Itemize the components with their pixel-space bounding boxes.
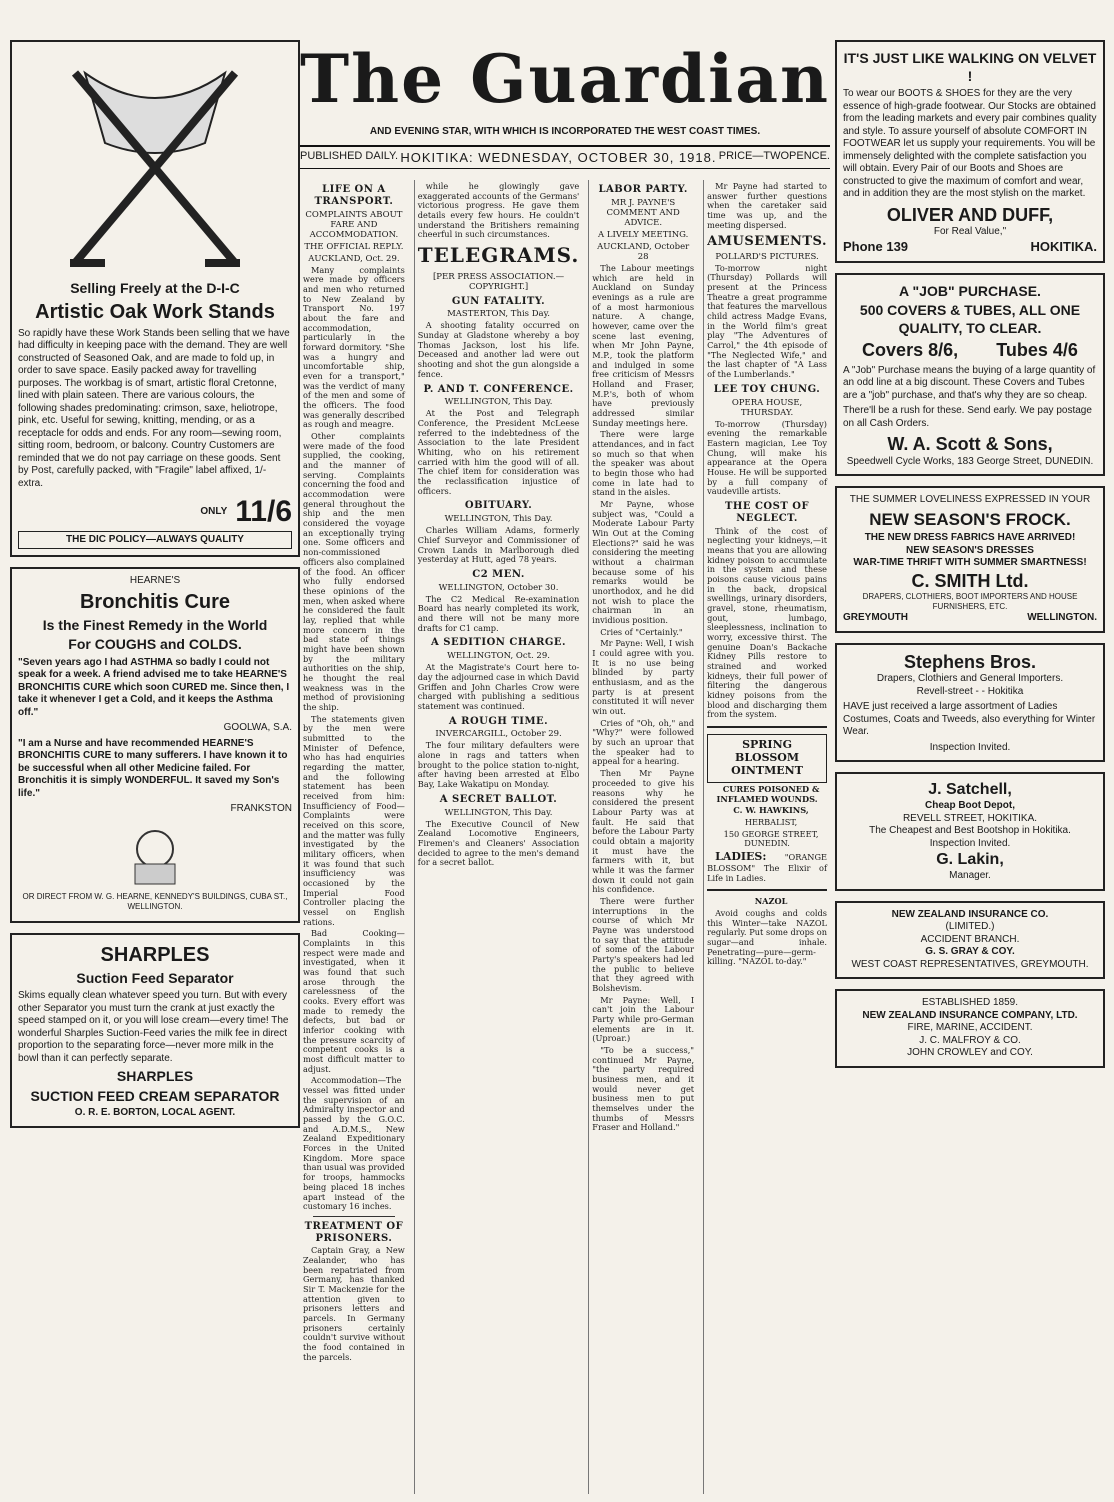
velvet-ad: [835, 40, 1105, 263]
transport-sub2: THE OFFICIAL REPLY.: [304, 241, 404, 252]
stephens-desc: Drapers, Clothiers and General Importers.: [876, 673, 1064, 684]
transport-sub: COMPLAINTS ABOUT FARE AND ACCOMMODATION.: [305, 209, 403, 240]
rough-place: INVERCARGILL, October 29.: [435, 729, 562, 740]
nzic-agent2: JOHN CROWLEY and COY.: [907, 1047, 1033, 1058]
nzic-name: NEW ZEALAND INSURANCE COMPANY, LTD.: [862, 1009, 1078, 1021]
bronchitis-maker: HEARNE'S: [129, 575, 181, 586]
work-stand-drawing: [45, 53, 265, 273]
dateline: [300, 145, 830, 169]
nz-insurance-ad: [835, 901, 1105, 980]
sharples-body: Skims equally clean whatever speed you turn. But with every other Separator you must turn the crank at just exactly the speed stamped on it, or you will lose cream—every time! The wonderful Sharples Suction-Feed varies the milk fee in direct proportion to the separating force—never more milk in the bowl than it can perfectly separate.: [18, 990, 289, 1064]
satchell-addr: REVELL STREET, HOKITIKA.: [902, 812, 1038, 824]
bronchitis-ad: [10, 567, 300, 923]
job-rush: There'll be a rush for these. Send early. We pay postage on all Cash Orders.: [843, 405, 1092, 429]
nzic-agent: J. C. MALFROY & CO.: [919, 1034, 1021, 1046]
c2-head: C2 MEN.: [472, 568, 525, 580]
stands-headline: Selling Freely at the D-I-C: [70, 280, 240, 296]
hawkins-title: HERBALIST,: [744, 816, 798, 827]
right-column: [835, 40, 1105, 1494]
issue-date: HOKITIKA: WEDNESDAY, OCTOBER 30, 1918.: [400, 150, 717, 165]
nzins-agent-desc: WEST COAST REPRESENTATIVES, GREYMOUTH.: [851, 958, 1089, 970]
labor-sub2: A LIVELY MEETING.: [597, 229, 689, 240]
velvet-head: IT'S JUST LIKE WALKING ON VELVET !: [843, 50, 1097, 84]
obituary-place: WELLINGTON, This Day.: [444, 514, 553, 525]
stephens-ad: [835, 643, 1105, 763]
work-stand-illustration: [18, 48, 292, 278]
neglect-head: THE COST OF NEGLECT.: [724, 500, 810, 524]
job-sub: 500 COVERS & TUBES, ALL ONE QUALITY, TO CLEAR.: [859, 302, 1081, 336]
spring-blossom-label: SPRING BLOSSOM OINTMENT: [707, 734, 827, 783]
transport-place: AUCKLAND, Oct. 29.: [308, 253, 400, 264]
obituary-head: OBITUARY.: [464, 500, 533, 512]
gun-body: A shooting fatality occurred on Sunday at Gladstone whereby a boy Thomas Jackson, lost his life. Deceased and another lad were out shooting and shot the gun alongside a fence.: [417, 320, 580, 379]
stephens-invite: Inspection Invited.: [929, 741, 1011, 753]
velvet-phone: Phone 139: [843, 238, 909, 254]
paper-subtitle: AND EVENING STAR, WITH WHICH IS INCORPORATED THE WEST COAST TIMES.: [369, 126, 761, 137]
sedition-place: WELLINGTON, Oct. 29.: [447, 651, 550, 662]
satchell-invite: Inspection Invited.: [929, 837, 1011, 849]
ballot-head: A SECRET BALLOT.: [439, 793, 558, 805]
satchell-line: The Cheapest and Best Bootshop in Hokitika.: [869, 825, 1071, 836]
sharples-footer1: SHARPLES: [116, 1068, 194, 1084]
stephens-body: HAVE just received a large assortment of Ladies Costumes, Coats and Tweeds, also everything for Winter Wear.: [843, 701, 1096, 737]
sharples-ad: [10, 933, 300, 1128]
c2-place: WELLINGTON, October 30.: [438, 582, 559, 593]
labor-place: AUCKLAND, October 28: [597, 241, 690, 262]
prisoners-head: TREATMENT OF PRISONERS.: [304, 1220, 404, 1244]
velvet-tagline: For Real Value,": [933, 226, 1007, 237]
issue-price: PRICE—TWOPENCE.: [718, 150, 830, 162]
ladies-label: LADIES:: [715, 849, 767, 863]
stands-only: ONLY: [200, 505, 228, 517]
sedition-head: A SEDITION CHARGE.: [431, 637, 567, 649]
job-body: A "Job" Purchase means the buying of a large quantity of an odd line at a big discount. These Covers and Tubes are a "job" purchase, and that's why they are so cheap.: [843, 364, 1096, 401]
frock-desc: DRAPERS, CLOTHIERS, BOOT IMPORTERS AND HOUSE FURNISHERS, ETC.: [862, 592, 1078, 611]
frock-head: THE SUMMER LOVELINESS EXPRESSED IN YOUR: [849, 494, 1091, 506]
news-col-2: while he glowingly gave exaggerated accounts of the Germans' victorious progress. He gave them details every few hours. He couldn't understand the Britishers remaining cheerful in such circumstances. TELEGRAMS. [PER PRESS ASSOCIATION.—COPYRIGHT.] GUN FATALITY. MASTERTON, This Day. A shooting fatality occurred on Sunday at Gladstone whereby a boy Thomas Jackson, lost his life. Deceased and another lad were out shooting and shot the gun alongside a fence. P. AND T. CONFERENCE. WELLINGTON, This Day. At the Post and Telegraph Conference, the President McLeese referred to the indebtedness of the Association to the late President Whiting, who on his retirement carried with him the good will of all. The chief item for consideration was the reclassification injustice of officers. OBITUARY. WELLINGTON, This Day. Charles William Adams, formerly Chief Surveyor and Commissioner of Crown Lands in Marlborough died yesterday at Hutt, aged 78 years. C2 MEN. WELLINGTON, October 30. The C2 Medical Re-examination Board has nearly completed its work, and there will not be many more drafts for C1 camp. A SEDITION CHARGE. WELLINGTON, Oct. 29. At the Magistrate's Court here to-day the adjourned case in which David Griffen and John Charles Crow were charged with publishing a seditious statement was continued. A ROUGH TIME. INVERCARGILL, October 29. The four military defaulters were alone in rags and tatters when brought to the police station to-night, after having been arrested at Elbo Bay, Lake Wakatipu on Monday. A SECRET BALLOT. WELLINGTON, This Day. The Executive Council of New Zealand Locomotive Engineers, Firemen's and Cleaners' Association decided to agree to the men's demand for a secret ballot.: [414, 180, 582, 1494]
blossom-cures: CURES POISONED & INFLAMED WOUNDS.: [716, 783, 820, 804]
velvet-body: To wear our BOOTS & SHOES for they are the very essence of high-grade footwear. Our Stocks are obtained from the leading markets and every pair combines quality and style. To assure yourself of absolute COMFORT IN FOOTWEAR let us supply your requirements. You will be immensely delighted with the complete satisfaction you will obtain. Every Pair of our Boots and Shoes are constructed to give the maximum of comfort and wear, and in addition they are the most stylish on the market.: [843, 88, 1097, 199]
bronchitis-quote2: "I am a Nurse and have recommended HEARNE'S BRONCHITIS CURE to many sufferers. I have known it to be successful when all other Medicine failed. For Bronchitis it is simply WONDERFUL. It saved my Son's life.": [18, 737, 288, 799]
velvet-firm: OLIVER AND DUFF,: [886, 204, 1054, 225]
sharples-subtitle: Suction Feed Separator: [76, 969, 234, 986]
velvet-town: HOKITIKA.: [1030, 238, 1097, 254]
sharples-agent: O. R. E. BORTON, LOCAL AGENT.: [74, 1107, 236, 1118]
nzins-ltd: (LIMITED.): [945, 921, 995, 932]
stands-title: Artistic Oak Work Stands: [35, 300, 275, 323]
satchell-mgr-title: Manager.: [949, 870, 991, 881]
nurse-illustration: [95, 824, 215, 884]
bronchitis-tag1: Is the Finest Remedy in the World: [42, 616, 268, 633]
ladies-body: "ORANGE BLOSSOM" The Elixir of Life in Ladies.: [707, 851, 827, 883]
frock-ad: [835, 486, 1105, 632]
pt-head: P. AND T. CONFERENCE.: [423, 383, 574, 395]
bronchitis-quote1: "Seven years ago I had ASTHMA so badly I could not speak for a week. A friend advised me to take HEARNE'S BRONCHITIS CURE which soon CURED me. Since then, I take it whenever I get a Cold, and it keeps the Asthma off.": [18, 656, 290, 718]
bronchitis-place1: GOOLWA, S.A.: [223, 722, 292, 733]
amuse-head: AMUSEMENTS.: [707, 234, 827, 250]
nzins-name: NEW ZEALAND INSURANCE CO.: [891, 908, 1049, 920]
news-col-1: LIFE ON A TRANSPORT. COMPLAINTS ABOUT FARE AND ACCOMMODATION. THE OFFICIAL REPLY. AUCKLAND, Oct. 29. Many complaints were made by officers and men who returned to New Zealand by Transport No. 197 about the fare and accommodation, particularly in the forward dormitory. "She was a hungry and uncomfortable ship, even for a transport," was the verdict of many of the men and some of the officers. The food was generally described as rough and meagre. Other complaints were made of the food supplied, the cooking, and the manner of serving. Complaints concerning the food and accommodation were general throughout the ship and the men considered the voyage an exceptionally trying one. Some officers and non-commissioned officers also complained of the food. An officer who fully endorsed these opinions of the men, when asked where he considered the fault lay, replied that while more concern in the bad state of things might have been shown by the military authorities on the ship, he thought the real weakness was in the method of provisioning the ship. The statements given by the men were submitted to the Minister of Defence, who has had enquiries regarding the matter, and the following statement has been received from him: Insufficiency of Food—Complaints were received on this score, and the matter was fully investigated by the military officers, when it was found that such insufficiency was occasioned by the Imperial Food Controller placing the vessel on English rations. Bad Cooking—Complaints in this respect were made and investigated, when it was found that such arose through the carelessness of the cooks. Every effort was made to remedy the defects, but bad or inferior cooking with the pressure scarcity of competent cooks is a most difficult matter to adjust. Accommodation—The vessel was fitted under the supervision of an Admiralty inspector and passed by the G.O.C. and A.D.M.S., New Zealand Expeditionary Forces in the United Kingdom. More space than usual was provided for troops, hammocks being placed 18 inches apart instead of the customary 16 inches. TREATMENT OF PRISONERS. Captain Gray, a New Zealander, who has been repatriated from Germany, has thanked Sir T. Mackenzie for the attention given to prisoners letters and parcels. In Germany prisoners certainly couldn't survive without the food contained in the parcels.: [303, 184, 405, 1362]
nazol-head: NAZOL: [754, 896, 788, 907]
masthead: [300, 40, 830, 200]
satchell-ad: [835, 772, 1105, 891]
rough-head: A ROUGH TIME.: [448, 715, 549, 727]
job-firm: W. A. Scott & Sons,: [887, 434, 1053, 455]
gun-place: MASTERTON, This Day.: [447, 309, 550, 320]
nzic-desc: FIRE, MARINE, ACCIDENT.: [907, 1022, 1033, 1033]
labor-head: LABOR PARTY.: [598, 184, 688, 195]
frock-thrift: WAR-TIME THRIFT WITH SUMMER SMARTNESS!: [853, 557, 1087, 568]
transport-body: Many complaints were made by officers and men who returned to New Zealand by Transport No. 197 about the fare and accommodation, particularly in the forward dormitory. "She was a hungry and uncomfortable ship, even for a transport," was the verdict of many of the men and some of the officers. The food was generally described as rough and meagre.: [303, 264, 405, 430]
hawkins-name: C. W. HAWKINS,: [733, 805, 809, 816]
frock-dresses: NEW SEASON'S DRESSES: [906, 544, 1034, 556]
frock-town2: WELLINGTON.: [1027, 612, 1097, 623]
job-purchase-ad: [835, 273, 1105, 477]
neglect-body: Think of the cost of neglecting your kidneys,—it means that you are allowing kidney poison to accumulate in the system and these poisons cause vicious pains in the back, dropsical swellings, urinary disorders, gravel, stone, rheumatism, gout, lumbago, sleeplessness, inclination to worry, excessive thirst. The genuine Doan's Backache Kidney Pills restore to strained and worked kidneys, their full power of filtering the dangerous kidney poisons from the blood and discharging them from the system.: [707, 525, 827, 720]
transport-head: LIFE ON A TRANSPORT.: [314, 184, 394, 207]
news-col-3: LABOR PARTY. MR J. PAYNE'S COMMENT AND ADVICE. A LIVELY MEETING. AUCKLAND, October 28 The Labour meetings which are held in Auckland on Sunday evenings as a rule are of a most harmonious nature. A change, however, came over the scene last evening, when Mr John Payne, M.P., took the platform and indulged in some free criticism of Messrs Holland and Fraser, M.P.'s, both of whom have previously addressed similar Sunday meetings here. There were large attendances, and in fact so much so that when the speaker was about to begin those who had come in late had to stand in the aisles. Mr Payne, whose subject was, "Could a Moderate Labour Party Win Out at the Coming Elections?" said he was considering the meeting without a chairman because some of his remarks would be unorthodox, and he did not wish to place the chairman in an invidious position. Cries of "Certainly." Mr Payne: Well, I wish I could agree with you. It is no use being blinded by party enthusiasm, and as the party is at present constituted it will never win out. Cries of "Oh, oh," and "Why?" were followed by such an uproar that the speaker had to appeal for a hearing. Then Mr Payne proceeded to give his reasons why he considered the present Labour Party was at fault. He said that before the Labour Party could obtain a majority it must have the farmers with it, but while it was the farmer down it could not gain his confidence. There were further interruptions in the course of which Mr Payne was understood to say that the attitude of some of the Labour Party's speakers had led the public to believe that they agreed with Bolshevism. Mr Payne: Well, I can't join the Labour Party while pro-German elements are in it. (Uproar.) "To be a success," continued Mr Payne, "the party required business men, and it would never get business men to put themselves under the thumbs of Messrs Fraser and Holland.": [588, 180, 697, 1494]
telegrams-heading: TELEGRAMS.: [417, 243, 580, 268]
bronchitis-direct: OR DIRECT FROM W. G. HEARNE, KENNEDY'S BUILDINGS, CUBA ST., WELLINGTON.: [22, 891, 288, 911]
published-daily: PUBLISHED DAILY.: [300, 150, 399, 162]
frock-title: NEW SEASON'S FROCK.: [869, 509, 1071, 529]
news-col-4: Mr Payne had started to answer further questions when the caretaker said time was up, and the meeting dispersed. AMUSEMENTS. POLLARD'S PICTURES. To-morrow night (Thursday) Pollards will present at the Princess Theatre a great programme that features the marvellous child actress Madge Evans, in the World film's great play "The Adventures of Carrol," the 4th episode of "The Neglected Wife," and the last chapter of "A Lass of the Lumberlands." LEE TOY CHUNG. OPERA HOUSE, THURSDAY. To-morrow (Thursday) evening the remarkable Eastern magician, Lee Toy Chung, will make his appearance at the Opera House. He will be supported by a full company of vaudeville artists. THE COST OF NEGLECT. Think of the cost of neglecting your kidneys,—it means that you are allowing kidney poison to accumulate in the system and these poisons cause vicious pains in the back, dropsical swellings, urinary disorders, gravel, stone, rheumatism, gout, lumbago, sleeplessness, inclination to worry, excessive thirst. The genuine Doan's Backache Kidney Pills restore to strained and worked kidneys, their full power of filtering the dangerous kidney poisons from the blood and discharging them from the system. SPRING BLOSSOM OINTMENT CURES POISONED & INFLAMED WOUNDS. C. W. HAWKINS, HERBALIST, 150 GEORGE STREET, DUNEDIN. LADIES: "ORANGE BLOSSOM" The Elixir of Life in Ladies. NAZOL Avoid coughs and colds this Winter—take NAZOL regularly. Put some drops on sugar—and inhale. Penetrating—pure—germ-killing. "NAZOL to-day.": [703, 180, 830, 1494]
telegrams-sub: [PER PRESS ASSOCIATION.—COPYRIGHT.]: [432, 271, 565, 292]
job-head: A "JOB" PURCHASE.: [899, 282, 1041, 299]
hawkins-addr: 150 GEORGE STREET, DUNEDIN.: [723, 828, 819, 849]
ballot-place: WELLINGTON, This Day.: [444, 807, 553, 818]
satchell-desc: Cheap Boot Depot,: [925, 800, 1015, 811]
stephens-street: Revell-street - - Hokitika: [916, 685, 1024, 697]
news-area: [300, 180, 830, 1494]
stephens-name: Stephens Bros.: [903, 651, 1037, 672]
bronchitis-title: Bronchitis Cure: [79, 590, 231, 613]
satchell-mgr: G. Lakin,: [936, 851, 1004, 868]
bronchitis-place2: FRANKSTON: [230, 803, 292, 814]
leetoy-sub: OPERA HOUSE, THURSDAY.: [731, 397, 803, 418]
job-tubes: Tubes 4/6: [996, 340, 1078, 361]
sharples-footer2: SUCTION FEED CREAM SEPARATOR: [30, 1087, 280, 1104]
labor-body: The Labour meetings which are held in Auckland on Sunday evenings as a rule are of a most harmonious nature. A change, however, came over the scene last evening, when Mr John Payne, M.P., took the platform and indulged in some free criticism of Messrs Holland and Fraser, M.P.'s, both of whom have previously addressed similar Sunday meetings here.: [592, 262, 695, 428]
amuse-sub: POLLARD'S PICTURES.: [715, 251, 819, 262]
labor-sub: MR J. PAYNE'S COMMENT AND ADVICE.: [606, 197, 680, 228]
nz-insurance-company-ad: [835, 989, 1105, 1068]
frock-town1: GREYMOUTH: [843, 612, 908, 623]
left-column: [10, 40, 300, 1494]
dic-policy: THE DIC POLICY—ALWAYS QUALITY: [18, 531, 292, 550]
nzins-branch: ACCIDENT BRANCH.: [920, 933, 1020, 945]
job-addr: Speedwell Cycle Works, 183 George Street, DUNEDIN.: [846, 455, 1094, 467]
job-covers: Covers 8/6,: [862, 340, 959, 361]
nzic-est: ESTABLISHED 1859.: [922, 997, 1018, 1008]
sharples-title: SHARPLES: [100, 943, 210, 966]
bronchitis-tag2: For COUGHS and COLDS.: [68, 636, 242, 652]
stands-price: 11/6: [235, 495, 292, 528]
stands-body: So rapidly have these Work Stands been selling that we have had difficulty in keeping pace with the demand. They are well constructed of Seasoned Oak, and are made to fold up, in order to save space. Easily packed away for travelling purposes. The workbag is of smart, artistic floral Cretonne, lined with plain sateen. There are various colours, the following shades predominating: crimson, saxe, heliotrope, pink, etc. Useful for sewing, knitting, mending, or as a receptacle for odds and ends. For any room—sewing room, sitting room, bedroom, or balcony. Country Customers are reminded that we do not pay carriage on these goods. Sent by Post, carefully packed, with "Fragile" label affixed, 1/- extra.: [18, 327, 290, 489]
frock-firm: C. SMITH Ltd.: [911, 570, 1029, 591]
nazol-body: Avoid coughs and colds this Winter—take NAZOL regularly. Put some drops on sugar—and inhale. Penetrating—pure—germ-killing. "NAZOL to-day.": [707, 907, 827, 967]
work-stands-ad: [10, 40, 300, 557]
leetoy-head: LEE TOY CHUNG.: [713, 383, 821, 395]
paper-title: The Guardian: [300, 40, 830, 118]
gun-head: GUN FATALITY.: [451, 295, 546, 307]
amuse-body: To-morrow night (Thursday) Pollards will present at the Princess Theatre a great programme that features the marvellous child actress Madge Evans, in the World film's great play "The Adventures of Carrol," the 4th episode of "The Neglected Wife," and the last chapter of "A Lass of the Lumberlands.": [707, 262, 827, 380]
satchell-name: J. Satchell,: [928, 781, 1012, 798]
nzins-agent: G. S. GRAY & COY.: [925, 946, 1015, 957]
frock-sub: THE NEW DRESS FABRICS HAVE ARRIVED!: [864, 532, 1076, 543]
pt-place: WELLINGTON, This Day.: [444, 397, 553, 408]
